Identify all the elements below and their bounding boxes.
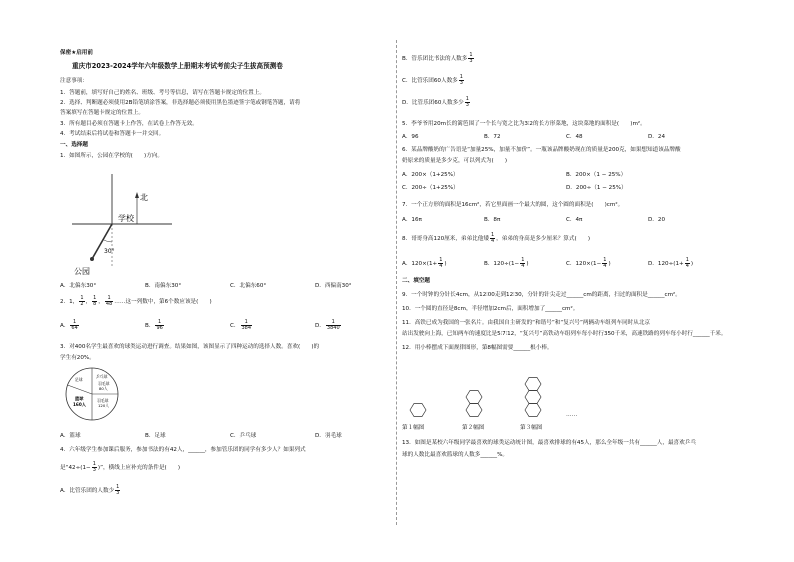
- q13-stem-line-2: 球的人数比最喜欢篮球的人数多______%。: [402, 452, 509, 458]
- q12-stem: 12．用小棒摆成下面规律图形，第8幅图需要______根小棒。: [402, 345, 553, 351]
- confidential-label: 保密★启用前: [60, 50, 93, 56]
- q1-option-d[interactable]: D．西偏南30°: [315, 283, 352, 289]
- q6-option-a[interactable]: A．200×（1+25%）: [402, 172, 459, 178]
- q2-prefix: 2．1，: [60, 299, 79, 305]
- q6-option-d[interactable]: D．200÷（1 − 25%）: [566, 185, 627, 191]
- note-line-5: 4．考试结束后将试卷和答题卡一并交回。: [60, 131, 165, 137]
- section-1-heading: 一、选择题: [60, 142, 88, 148]
- pie-label-b: 篮球: [75, 396, 84, 401]
- q3-option-a[interactable]: A．篮球: [60, 433, 81, 439]
- pie-value-c: 120人: [98, 403, 110, 408]
- q7-option-d[interactable]: D．20: [648, 217, 666, 223]
- fig-1-label: 第１幅图: [402, 425, 425, 431]
- q1-north-label: 北: [140, 193, 148, 202]
- q8-option-a[interactable]: A．120×(1+ $\frac{1}{4}$ ): [402, 257, 447, 269]
- q11-stem-line-1: 11．高铁已成为我国的一张名片。由我国自主研发的“和谐号”和“复兴号”两辆动车组列车同时从北京: [402, 320, 651, 326]
- hexagon-fig2-b: [466, 404, 482, 417]
- pie-label-a: 羽毛球: [98, 381, 110, 386]
- q2-option-d[interactable]: D． $\frac{1}{3840}$: [315, 319, 340, 331]
- q5-option-c[interactable]: C．48: [566, 134, 583, 140]
- q5-option-d[interactable]: D．24: [648, 134, 666, 140]
- hexagon-fig3-a: [525, 378, 541, 391]
- pie-label-c: 羽毛球: [97, 398, 109, 403]
- q4-stem-frac: $\frac{1}{3}$: [92, 461, 96, 473]
- q5-option-a[interactable]: A．96: [402, 134, 419, 140]
- q4-stem-line-2: 是“42÷(1− $\frac{1}{3}$ )”，横线上应补充的条件是( ): [60, 461, 181, 473]
- q1-stem: 1．如图所示，公园在学校的( )方向。: [60, 153, 164, 159]
- q10-stem: 10．一个圆的直径是8cm，半径增加2cm后，面积增加了______cm²。: [402, 306, 579, 312]
- q13-stem-line-1: 13．如图是某校六年级同学最喜欢的球类运动统计图，最喜欢排球的有45人，那么全年级一共有______人，最喜欢乒乓: [402, 440, 696, 446]
- note-line-1: 1．答题前，填写好自己的姓名、班级、考号等信息，请写在答题卡规定的位置上。: [60, 90, 265, 96]
- q8-option-d[interactable]: D．120÷(1+ $\frac{1}{4}$ ): [648, 257, 694, 269]
- fig-2-label: 第２幅图: [462, 425, 485, 431]
- q7-stem: 7．一个正方形的面积是16cm²，若它里面画一个最大的圆，这个圆的面积是( )cm²。: [402, 202, 624, 208]
- q2-option-a[interactable]: A． $\frac{1}{64}$: [60, 319, 78, 331]
- hexagon-fig3-b: [525, 391, 541, 404]
- q2-tail: ……这一列数中，第6个数应该是( ): [114, 299, 212, 305]
- q5-stem: 5．李爷爷用20m长的篱笆围了一个长与宽之比为3∶2的长方形菜地，这块菜地的面积是( )m²。: [402, 121, 646, 127]
- note-line-3: 答案填写在答题卡规定的位置上。: [60, 110, 144, 116]
- q2-seq-frac-1: $\frac{1}{2}$: [80, 295, 84, 307]
- q11-stem-line-2: 站出发驶向上海，已知两车的速度比是5∶7∶12，“复兴号”高铁动车组列车每小时行350千米，高速铁路的列车每小时行______千米。: [402, 331, 727, 337]
- q4-stem-line-1: 4．六年级学生参加课后服务，参加书法的有42人，______，参加管乐团的同学有多少人？如果列式: [60, 447, 306, 453]
- hexagon-fig3-c: [525, 404, 541, 417]
- note-line-2: 2．选择、判断题必须使用2B铅笔填涂答案，非选择题必须使用黑色墨迹签字笔或钢笔答题，请将: [60, 100, 301, 106]
- pie-value-a: 80人: [99, 386, 108, 391]
- q6-stem-line-1: 6．某品牌酸奶的广告语是“加量25%，加量不加价”。一瓶该品牌酸奶现在的质量是200克，如果想知道该品牌酸: [402, 147, 681, 153]
- q4-option-b[interactable]: B．管乐团比书法的人数多 $\frac{1}{3}$: [402, 52, 473, 64]
- notes-heading: 注意事项：: [60, 78, 88, 84]
- q6-option-c[interactable]: C．200÷（1+25%）: [402, 185, 459, 191]
- q8-option-b[interactable]: B．120÷(1− $\frac{1}{4}$ ): [484, 257, 529, 269]
- q1-option-c[interactable]: C．北偏东60°: [230, 283, 267, 289]
- q4-option-a[interactable]: A．比管乐团的人数少 $\frac{1}{3}$: [60, 484, 120, 496]
- q1-direction-map: [62, 164, 182, 276]
- q2-option-c[interactable]: C． $\frac{1}{384}$: [230, 319, 252, 331]
- q3-option-b[interactable]: B．足球: [145, 433, 166, 439]
- q1-angle-label: 30°: [104, 248, 115, 255]
- q2-seq-frac-3: $\frac{1}{48}$: [105, 295, 113, 307]
- q1-school-label: 学校: [118, 214, 134, 223]
- hexagon-fig2-a: [466, 391, 482, 404]
- q7-option-b[interactable]: B．8π: [484, 217, 501, 223]
- q12-hexagon-figures: [402, 366, 592, 436]
- q3-option-c[interactable]: C．乒乓球: [230, 433, 257, 439]
- note-line-4: 3．所有题目必须在答题卡上作答，在试卷上作答无效。: [60, 121, 198, 127]
- q8-stem: 8．哥哥身高120厘米，弟弟比他矮 $\frac{1}{4}$ ，弟弟的身高是多少厘米？算式( ): [402, 232, 591, 244]
- q3-stem-line-2: 学生有20%。: [60, 355, 95, 361]
- q2-option-b[interactable]: B． $\frac{1}{96}$: [145, 319, 163, 331]
- pie-value-b: 160人: [73, 402, 86, 407]
- q5-option-b[interactable]: B．72: [484, 134, 501, 140]
- q4-option-d[interactable]: D．比管乐团60人数多少 $\frac{1}{3}$: [402, 96, 469, 108]
- fig-3-label: 第３幅图: [520, 425, 543, 431]
- hexagon-fig1: [410, 404, 426, 417]
- q4-option-c[interactable]: C．比管乐团60人数多 $\frac{1}{3}$: [402, 74, 463, 86]
- q2-stem: 2．1， $\frac{1}{2}$ ， $\frac{1}{8}$ ， $\frac{1}{48}$ ……这一列数中，第6个数应该是( ): [60, 295, 212, 307]
- q1-park-label: 公园: [74, 267, 90, 276]
- q8-option-c[interactable]: C．120×(1− $\frac{1}{4}$ ): [566, 257, 611, 269]
- page-title: 重庆市2023-2024学年六年级数学上册期末考试考前尖子生拔高预测卷: [72, 62, 283, 70]
- column-divider: [396, 40, 397, 525]
- q9-stem: 9．一个时钟的分针长4cm，从12∶00走到12∶30，分针的针尖走过______cm的距离，扫过的面积是______cm²。: [402, 292, 681, 298]
- fig-ellipsis: ……: [566, 412, 578, 418]
- q7-option-c[interactable]: C．4π: [566, 217, 583, 223]
- q1-option-b[interactable]: B．南偏东30°: [145, 283, 182, 289]
- section-2-heading: 二、填空题: [402, 278, 430, 284]
- pie-label-top-left: 足球: [75, 377, 83, 382]
- q6-stem-line-2: 奶原来的质量是多少克，可以列式为( ): [402, 158, 508, 164]
- q7-option-a[interactable]: A．16π: [402, 217, 422, 223]
- q3-stem-line-1: 3．对400名学生最喜欢的球类运动进行调查。结果如图，该图显示了四种运动的选择人数。喜欢( )的: [60, 344, 320, 350]
- q1-option-a[interactable]: A．北偏东30°: [60, 283, 97, 289]
- q8-stem-frac: $\frac{1}{4}$: [490, 232, 495, 244]
- q6-option-b[interactable]: B．200×（1 − 25%）: [566, 172, 627, 178]
- q3-option-d[interactable]: D．羽毛球: [315, 433, 342, 439]
- pie-label-top-right: 乒乓球: [96, 374, 108, 379]
- q2-seq-frac-2: $\frac{1}{8}$: [93, 295, 97, 307]
- q3-pie-chart: [62, 364, 122, 424]
